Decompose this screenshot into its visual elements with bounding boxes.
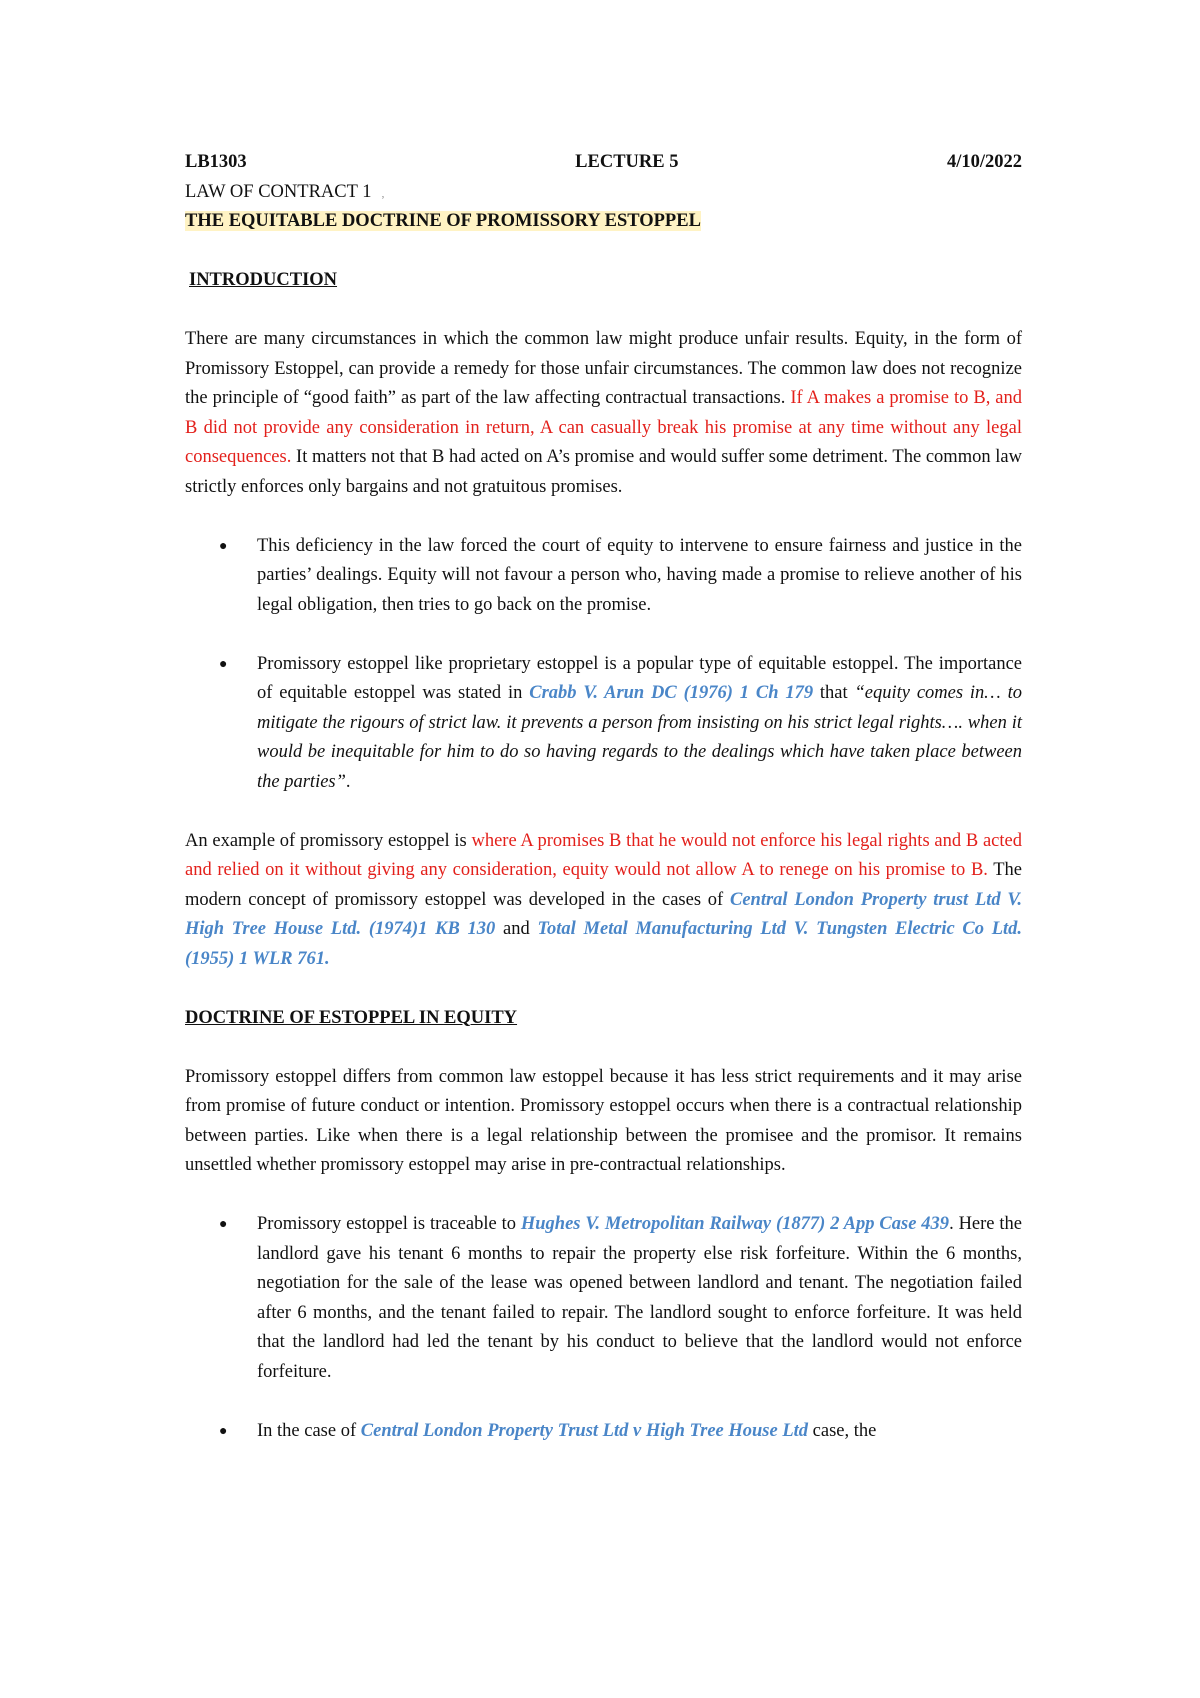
- intro-bullet-2-text-b: that: [813, 683, 855, 703]
- doctrine-bullet-2-text-b: case, the: [808, 1420, 877, 1441]
- case-citation: Crabb V. Arun DC (1976) 1 Ch 179: [529, 683, 814, 703]
- intro-p2-text-c: and: [495, 919, 538, 939]
- case-citation: Hughes V. Metropolitan Railway (1877) 2 App Case 439: [520, 1214, 950, 1234]
- doctrine-paragraph-1: Promissory estoppel differs from common law estoppel because it has less strict requirements and it may arise from promise of future conduct or intention. Promissory estoppel occurs when there is a contractual relationship between parties. Like when there is a legal relationship between the promisee and the promisor. It remains unsettled whether promissory estoppel may arise in pre-contractual relationships.: [185, 1066, 1022, 1175]
- lecture-number: LECTURE 5: [575, 152, 679, 172]
- intro-paragraph-1: [185, 325, 1022, 502]
- intro-bullet-1-text: This deficiency in the law forced the court of equity to intervene to ensure fairness and justice in the parties’ dealings. Equity will not favour a person who, having made a promise to relieve another of his legal obligation, then tries to go back on the promise.: [257, 535, 1022, 615]
- bullet-icon: ●: [219, 1217, 228, 1232]
- subject-line: [185, 178, 1022, 208]
- list-item: [219, 532, 1022, 621]
- title-line: [185, 207, 1022, 237]
- subject: LAW OF CONTRACT 1: [185, 181, 372, 202]
- intro-paragraph-2: [185, 827, 1022, 975]
- bullet-icon: ●: [219, 538, 228, 554]
- intro-bullet-list: [185, 532, 1022, 798]
- intro-p1-text-a: There are many circumstances in which the common law might produce unfair results. Equity, in the form of Promissory Estoppel, can provide a remedy for those unfair circumstances. The common law does not recognize the principle of “good faith” as part of the law affecting contractual transactions.: [185, 329, 1022, 408]
- case-quote: “equity comes in… to mitigate the rigours of strict law. it prevents a person from insisting on his strict legal rights…. when it would be inequitable for him to do so having regards to the dealings which have taken place between the parties”: [257, 683, 1022, 792]
- doctrine-bullet-2-text-a: In the case of: [257, 1420, 361, 1441]
- document-title: THE EQUITABLE DOCTRINE OF PROMISSORY ESTOPPEL: [185, 211, 701, 231]
- course-code: LB1303: [185, 152, 247, 172]
- header-row: [185, 148, 1022, 178]
- list-item: [219, 650, 1022, 798]
- introduction-heading: INTRODUCTION: [189, 270, 338, 290]
- cursor-mark: ,: [381, 185, 385, 200]
- intro-bullet-2-text-a: Promissory estoppel like proprietary estoppel is a popular type of equitable estoppel. The importance of equitable estoppel was stated in: [257, 653, 1022, 703]
- doctrine-bullet-list: [185, 1210, 1022, 1446]
- bullet-icon: ●: [219, 656, 228, 672]
- doctrine-heading: DOCTRINE OF ESTOPPEL IN EQUITY: [185, 1007, 518, 1028]
- intro-p1-red-text: If A makes a promise to B, and B did not provide any consideration in return, A can casually break his promise at any time without any legal consequences.: [185, 388, 1023, 467]
- intro-p2-text-b: The modern concept of promissory estoppel was developed in the cases of: [185, 860, 1022, 910]
- doctrine-bullet-1-text-b: . Here the landlord gave his tenant 6 months to repair the property else risk forfeiture. Within the 6 months, negotiation for the sale of the lease was opened between landlord and tenant. The negotiation failed after 6 months, and the tenant failed to repair. The landlord sought to enforce forfeiture. It was held that the landlord had led the tenant by his conduct to believe that the landlord would not enforce forfeiture.: [257, 1214, 1023, 1382]
- case-citation: Central London Property trust Ltd V. High Tree House Ltd. (1974)1 KB 130: [185, 889, 1022, 939]
- doctrine-bullet-1-text-a: Promissory estoppel is traceable to: [257, 1214, 521, 1234]
- case-citation: Central London Property Trust Ltd v High Tree House Ltd: [360, 1420, 809, 1441]
- intro-p2-text-a: An example of promissory estoppel is: [185, 830, 472, 851]
- list-item: [219, 1417, 1022, 1447]
- bullet-icon: ●: [219, 1423, 228, 1439]
- lecture-date: 4/10/2022: [946, 152, 1022, 172]
- intro-p2-red-text: where A promises B that he would not enforce his legal rights and B acted and relied on it without giving any consideration, equity would not allow A to renege on his promise to B.: [185, 830, 1022, 880]
- case-citation: Total Metal Manufacturing Ltd V. Tungsten Electric Co Ltd. (1955) 1 WLR 761.: [185, 919, 1023, 969]
- intro-bullet-2-text-c: .: [345, 771, 351, 792]
- list-item: [219, 1210, 1023, 1387]
- intro-p1-text-b: It matters not that B had acted on A’s promise and would suffer some detriment. The common law strictly enforces only bargains and not gratuitous promises.: [185, 447, 1022, 497]
